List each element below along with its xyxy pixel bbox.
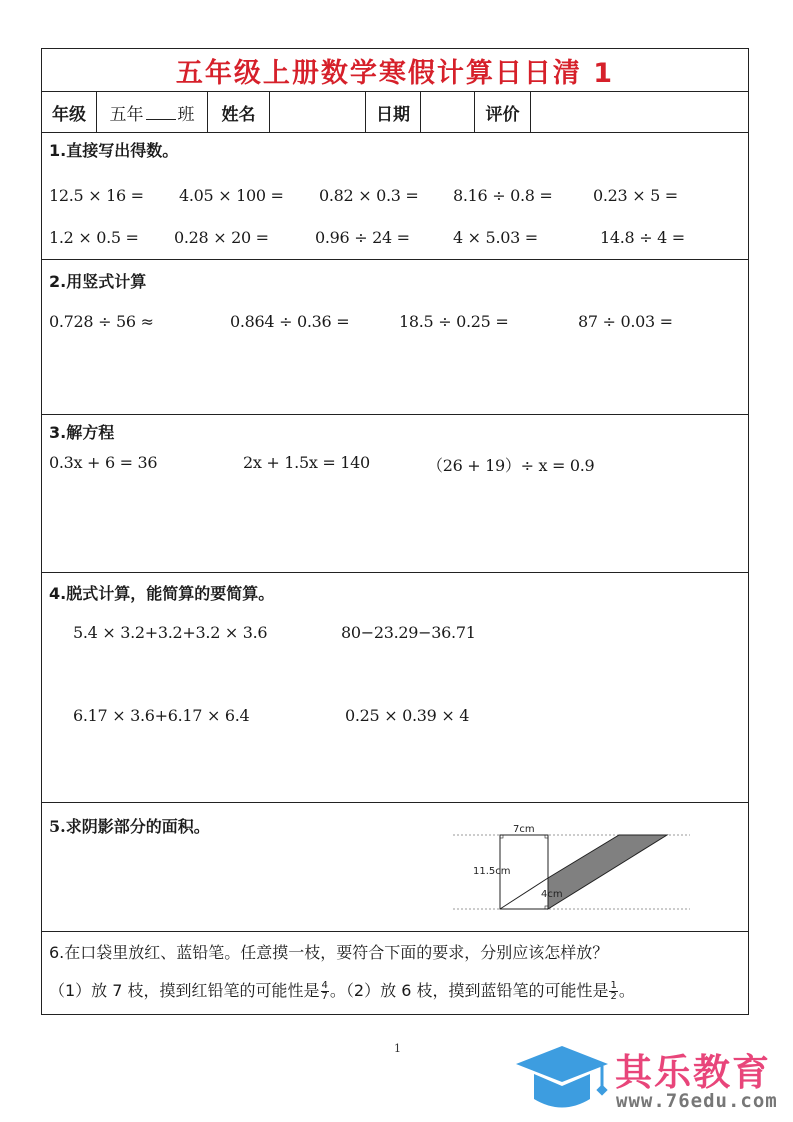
shaded-area-figure: [450, 819, 695, 919]
class-field[interactable]: [97, 92, 208, 132]
s4-problem: 5.4 × 3.2+3.2+3.2 × 3.6: [73, 623, 268, 642]
section-6: [42, 932, 748, 1014]
brand-logo: [512, 1040, 787, 1115]
date-label: 日期: [366, 92, 421, 132]
s4-problem: 6.17 × 3.6+6.17 × 6.4: [73, 706, 250, 725]
page-number: 1: [394, 1042, 401, 1055]
shaded-parallelogram: [548, 835, 667, 909]
width-label: 7cm: [513, 824, 535, 835]
s1-problem: 14.8 ÷ 4 =: [600, 228, 685, 247]
class-blank[interactable]: [146, 105, 176, 120]
s1-problem: 0.82 × 0.3 =: [319, 186, 419, 205]
section-5-title: 5.求阴影部分的面积。: [49, 817, 210, 836]
logo-name: 其乐教育: [615, 1051, 771, 1094]
s1-problem: 0.28 × 20 =: [174, 228, 269, 247]
s1-problem: 4 × 5.03 =: [453, 228, 538, 247]
section-4-title: 4.脱式计算，能简算的要简算。: [49, 584, 275, 603]
class-prefix: 五年: [109, 104, 144, 125]
section-4: [42, 573, 748, 803]
name-field[interactable]: [270, 92, 366, 132]
inner-label: 4cm: [541, 889, 563, 900]
q2-text: 。（2）放 6 枝，摸到蓝铅笔的可能性是: [329, 981, 609, 1000]
section-3-title: 3.解方程: [49, 423, 115, 442]
s4-problem: 80−23.29−36.71: [341, 623, 476, 642]
s1-problem: 1.2 × 0.5 =: [49, 228, 139, 247]
section-1: [42, 133, 748, 260]
s3-equation: （26 + 19）÷ x = 0.9: [427, 456, 595, 475]
s2-problem: 0.728 ÷ 56 ≈: [49, 312, 154, 331]
s1-problem: 0.96 ÷ 24 =: [315, 228, 410, 247]
s1-problem: 12.5 × 16 =: [49, 186, 144, 205]
section-6-title: 6.在口袋里放红、蓝铅笔。任意摸一枝，要符合下面的要求，分别应该怎样放？: [49, 943, 609, 962]
info-row: [42, 92, 748, 133]
s1-problem: 4.05 × 100 =: [179, 186, 284, 205]
section-3: [42, 415, 748, 573]
s3-equation: 2x + 1.5x = 140: [243, 453, 370, 472]
section-1-title: 1.直接写出得数。: [49, 141, 179, 160]
worksheet: [41, 48, 749, 1015]
s3-equation: 0.3x + 6 = 36: [49, 453, 158, 472]
date-field[interactable]: [421, 92, 475, 132]
s2-problem: 87 ÷ 0.03 =: [578, 312, 673, 331]
section-6-questions: （1）放 7 枝，摸到红铅笔的可能性是 $\frac{4}{7}$ 。（2）放 6 枝，摸到蓝铅笔的可能性是 $\frac{1}{2}$ 。: [49, 980, 635, 1002]
name-label: 姓名: [208, 92, 270, 132]
q1-text: （1）放 7 枝，摸到红铅笔的可能性是: [49, 981, 320, 1000]
grade-label: 年级: [42, 92, 97, 132]
fraction-4-7: $\frac{4}{7}$: [321, 980, 328, 1002]
graduation-cap-icon: [512, 1044, 612, 1114]
eval-field[interactable]: [531, 92, 748, 132]
section-2: [42, 260, 748, 415]
class-suffix: 班: [177, 104, 195, 125]
title-row: [42, 49, 748, 92]
logo-url[interactable]: www.76edu.com: [616, 1090, 778, 1112]
section-2-title: 2.用竖式计算: [49, 272, 147, 291]
height-label: 11.5cm: [473, 866, 511, 877]
s4-problem: 0.25 × 0.39 × 4: [345, 706, 470, 725]
worksheet-title: 五年级上册数学寒假计算日日清 1: [175, 57, 615, 89]
s2-problem: 18.5 ÷ 0.25 =: [399, 312, 509, 331]
s1-problem: 8.16 ÷ 0.8 =: [453, 186, 553, 205]
eval-label: 评价: [475, 92, 531, 132]
fraction-1-2: $\frac{1}{2}$: [610, 980, 617, 1002]
section-5: [42, 803, 748, 932]
s1-problem: 0.23 × 5 =: [593, 186, 678, 205]
s2-problem: 0.864 ÷ 0.36 =: [230, 312, 350, 331]
